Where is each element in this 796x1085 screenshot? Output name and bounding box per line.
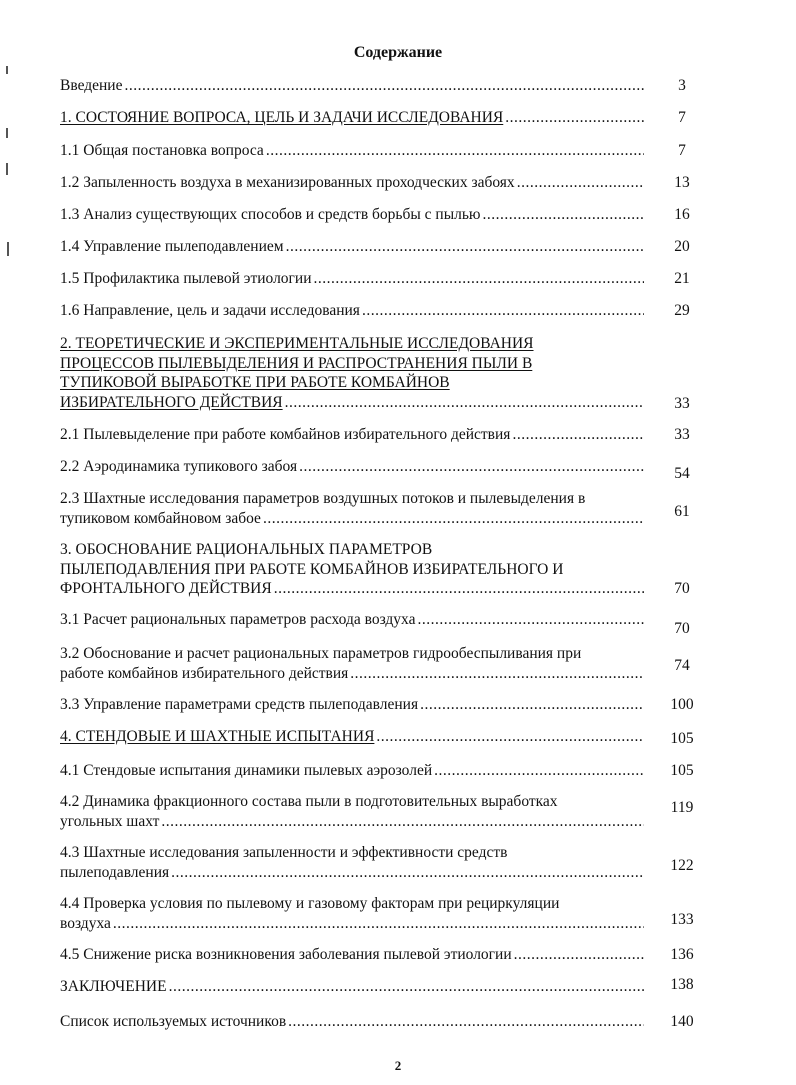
toc-entry-title-line: 4.3 Шахтные исследования запыленности и эффективности средств [60, 844, 508, 861]
toc-entry-1-6[interactable] [60, 301, 644, 321]
toc-entry-title: Введение [60, 77, 123, 94]
toc-page-number: 33 [674, 426, 690, 443]
leader-dots [266, 141, 644, 161]
toc-page-number: 100 [670, 696, 694, 713]
toc-page-number: 140 [670, 1013, 694, 1030]
toc-entry-chapter-4[interactable] [60, 727, 644, 747]
toc-entry-title-line: 4.2 Динамика фракционного состава пыли в подготовительных выработках [60, 793, 558, 810]
leader-dots [274, 579, 644, 599]
toc-entry-4-5[interactable] [60, 945, 644, 965]
toc-entry-title-line: ПРОЦЕССОВ ПЫЛЕВЫДЕЛЕНИЯ И РАСПРОСТРАНЕНИЯ ПЫЛИ В [60, 354, 533, 372]
toc-entry-1-5[interactable] [60, 269, 644, 289]
toc-entry-title: 3.3 Управление параметрами средств пылеподавления [60, 696, 419, 713]
scan-mark [6, 66, 8, 74]
toc-page-number: 3 [678, 77, 686, 94]
toc-page-number: 54 [674, 465, 690, 482]
toc-entry-4-3[interactable] [60, 843, 644, 882]
toc-entry-4-1[interactable] [60, 761, 644, 781]
toc-page-number: 122 [670, 857, 694, 874]
toc-entry-chapter-3[interactable] [60, 540, 644, 599]
toc-entry-title: 1.5 Профилактика пылевой этиологии [60, 270, 312, 287]
scan-mark [6, 128, 8, 138]
toc-entry-title: 1.6 Направление, цель и задачи исследования [60, 302, 360, 319]
toc-page-number: 20 [674, 238, 690, 255]
toc-entry-4-2[interactable] [60, 792, 644, 831]
toc-page-number: 74 [674, 657, 690, 674]
leader-dots [376, 727, 644, 747]
toc-entry-title-line: 4.4 Проверка условия по пылевому и газовому факторам при рециркуляции [60, 895, 560, 912]
leader-dots [299, 457, 644, 477]
toc-entry-title: 1.3 Анализ существующих способов и средств борьбы с пылью [60, 206, 481, 223]
toc-entry-1-1[interactable] [60, 141, 644, 161]
toc-entry-title: 4. СТЕНДОВЫЕ И ШАХТНЫЕ ИСПЫТАНИЯ [60, 728, 375, 745]
leader-dots [263, 509, 644, 529]
toc-entry-references[interactable] [60, 1012, 644, 1032]
leader-dots [512, 425, 644, 445]
toc-page-number: 33 [674, 395, 690, 412]
leader-dots [350, 664, 644, 684]
leader-dots [288, 1012, 644, 1032]
toc-entry-1-3[interactable] [60, 205, 644, 225]
toc-entry-title: 1. СОСТОЯНИЕ ВОПРОСА, ЦЕЛЬ И ЗАДАЧИ ИССЛЕДОВАНИЯ [60, 109, 504, 126]
toc-entry-title: 4.5 Снижение риска возникновения заболевания пылевой этиологии [60, 946, 512, 963]
leader-dots [314, 269, 645, 289]
toc-page-number: 70 [674, 620, 690, 637]
toc-page-number: 119 [670, 799, 694, 816]
page-number: 2 [394, 1058, 402, 1073]
toc-entry-title-line: 2. ТЕОРЕТИЧЕСКИЕ И ЭКСПЕРИМЕНТАЛЬНЫЕ ИССЛЕДОВАНИЯ [60, 335, 534, 352]
toc-entry-4-4[interactable] [60, 894, 644, 933]
toc-page-number: 70 [674, 580, 690, 597]
leader-dots [434, 761, 644, 781]
toc-entry-1-4[interactable] [60, 237, 644, 257]
toc-entry-title: Список используемых источников [60, 1013, 287, 1030]
leader-dots [161, 812, 644, 832]
leader-dots [285, 393, 644, 413]
toc-entry-title: воздуха [60, 914, 111, 932]
toc-page-number: 133 [670, 911, 694, 928]
toc-page-number: 136 [670, 946, 694, 963]
toc-entry-title: ИЗБИРАТЕЛЬНОГО ДЕЙСТВИЯ [60, 393, 283, 411]
toc-entry-title-line: 3. ОБОСНОВАНИЕ РАЦИОНАЛЬНЫХ ПАРАМЕТРОВ [60, 541, 433, 558]
toc-entry-title: 2.2 Аэродинамика тупикового забоя [60, 458, 298, 475]
toc-page-number: 21 [674, 270, 690, 287]
toc-entry-2-3[interactable] [60, 489, 644, 528]
toc-entry-title: работе комбайнов избирательного действия [60, 664, 349, 682]
toc-entry-1-2[interactable] [60, 173, 644, 193]
toc-entry-2-1[interactable] [60, 425, 644, 445]
toc-entry-conclusion[interactable] [60, 977, 644, 997]
toc-page-number: 138 [670, 976, 694, 993]
scan-mark [7, 242, 9, 256]
toc-entry-title-line: 3.2 Обоснование и расчет рациональных параметров гидрообеспыливания при [60, 645, 582, 662]
toc-entry-title: тупиковом комбайновом забое [60, 509, 261, 527]
toc-entry-title: угольных шахт [60, 812, 160, 830]
toc-entry-title: ЗАКЛЮЧЕНИЕ [60, 978, 167, 995]
scan-mark [6, 163, 8, 175]
toc-entry-title: 2.1 Пылевыделение при работе комбайнов избирательного действия [60, 426, 511, 443]
toc-entry-title-line: ПЫЛЕПОДАВЛЕНИЯ ПРИ РАБОТЕ КОМБАЙНОВ ИЗБИРАТЕЛЬНОГО И [60, 560, 564, 578]
toc-entry-3-1[interactable] [60, 610, 644, 630]
toc-page-number: 7 [678, 109, 686, 126]
leader-dots [113, 914, 644, 934]
leader-dots [483, 205, 645, 225]
toc-page-number: 13 [674, 174, 690, 191]
toc-entry-2-2[interactable] [60, 457, 644, 477]
toc-entry-chapter-2[interactable] [60, 334, 644, 412]
leader-dots [514, 945, 644, 965]
leader-dots [505, 108, 644, 128]
page-title: Содержание [353, 44, 443, 61]
toc-entry-title: 4.1 Стендовые испытания динамики пылевых аэрозолей [60, 762, 433, 779]
toc-entry-title-line: 2.3 Шахтные исследования параметров воздушных потоков и пылевыделения в [60, 490, 586, 507]
toc-entry-3-2[interactable] [60, 644, 644, 683]
toc-page-number: 61 [674, 503, 690, 520]
toc-entry-intro[interactable] [60, 76, 644, 96]
toc-entry-title: ФРОНТАЛЬНОГО ДЕЙСТВИЯ [60, 580, 272, 597]
toc-page-number: 16 [674, 206, 690, 223]
leader-dots [420, 695, 644, 715]
leader-dots [362, 301, 644, 321]
toc-entry-title: пылеподавления [60, 863, 170, 881]
toc-page-number: 105 [670, 762, 694, 779]
leader-dots [169, 977, 644, 997]
leader-dots [517, 173, 644, 193]
toc-entry-chapter-1[interactable] [60, 108, 644, 128]
toc-entry-3-3[interactable] [60, 695, 644, 715]
leader-dots [286, 237, 644, 257]
toc-entry-title-line: ТУПИКОВОЙ ВЫРАБОТКЕ ПРИ РАБОТЕ КОМБАЙНОВ [60, 374, 450, 391]
toc-entry-title: 1.2 Запыленность воздуха в механизированных проходческих забоях [60, 174, 515, 191]
toc-page-number: 29 [674, 302, 690, 319]
leader-dots [418, 610, 645, 630]
leader-dots [124, 76, 644, 96]
toc-entry-title: 1.4 Управление пылеподавлением [60, 238, 284, 255]
toc-entry-title: 1.1 Общая постановка вопроса [60, 142, 264, 159]
leader-dots [171, 863, 644, 883]
toc-page-number: 7 [678, 142, 686, 159]
toc-page-number: 105 [670, 730, 694, 747]
toc-entry-title: 3.1 Расчет рациональных параметров расхода воздуха [60, 611, 416, 628]
